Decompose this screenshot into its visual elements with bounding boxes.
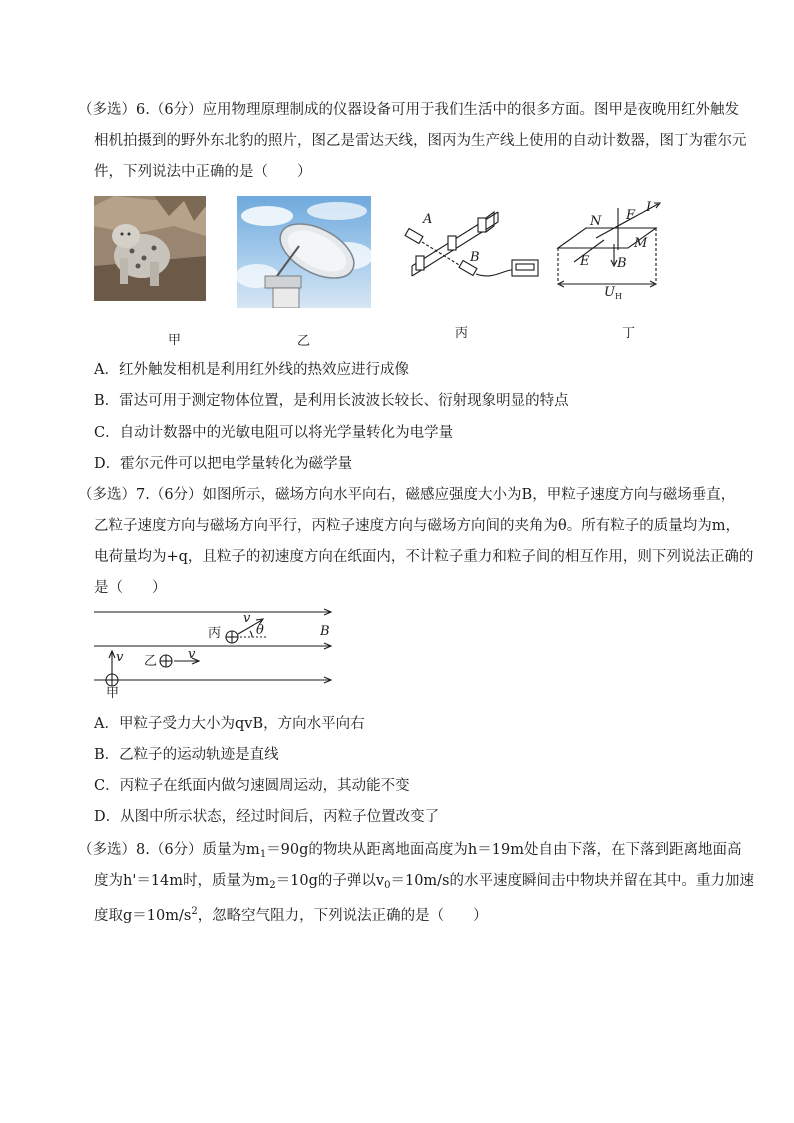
caption-ding: 丁 [622, 326, 636, 341]
q6-option-b: B．雷达可用于测定物体位置，是利用长波波长较长、衍射现象明显的特点 [94, 393, 569, 409]
q6-option-a: A．红外触发相机是利用红外线的热效应进行成像 [94, 362, 409, 378]
auto-counter-diagram [398, 200, 548, 294]
label-yi-particle: 乙 [144, 654, 158, 669]
magnetic-field-diagram [90, 604, 340, 706]
label-b-field: B [617, 256, 627, 271]
q7-stem-line-3: 电荷量均为+q，且粒子的初速度方向在纸面内，不计粒子重力和粒子间的相互作用，则下列说法正确的 [94, 549, 754, 565]
label-v-jia: v [116, 650, 124, 665]
label-bing-particle: 丙 [208, 626, 222, 641]
q8-stem-line-1: （多选）8.（6分）质量为$m_1=90g$的物块从距离地面高度为h＝19m处自由下落，在下落到距离地面高 [78, 842, 742, 860]
label-f: F [626, 208, 636, 223]
q6-stem-line-3: 件，下列说法中正确的是（ ） [94, 164, 312, 180]
label-u-h: $U_H$ [604, 285, 622, 301]
label-n: N [590, 214, 602, 229]
label-theta: θ [256, 623, 264, 638]
caption-bing: 丙 [455, 326, 469, 341]
caption-jia: 甲 [168, 333, 182, 348]
q6-option-c: C．自动计数器中的光敏电阻可以将光学量转化为电学量 [94, 425, 454, 441]
radar-antenna-photo [237, 196, 371, 308]
label-b: B [470, 250, 480, 265]
q6-stem-line-1: （多选）6.（6分）应用物理原理制成的仪器设备可用于我们生活中的很多方面。图甲是夜晚用红外触发 [78, 102, 740, 118]
label-v-yi: v [188, 647, 196, 662]
q7-option-a: A．甲粒子受力大小为qvB，方向水平向右 [94, 716, 365, 732]
q7-stem-line-4: 是（ ） [94, 580, 167, 596]
q7-stem-line-2: 乙粒子速度方向与磁场方向平行，丙粒子速度方向与磁场方向间的夹角为θ。所有粒子的质量均为m， [94, 518, 740, 534]
q8-stem-line-3: 度取$g=10m/s^2$，忽略空气阻力，下列说法正确的是（ ） [94, 906, 488, 924]
q8-stem-line-2: 度为h'＝14m时，质量为$m_2=10g$的子弹以$v_0=10m/s$的水平速度瞬间击中物块并留在其中。重力加速 [94, 873, 754, 891]
q6-stem-line-2: 相机拍摄到的野外东北豹的照片，图乙是雷达天线，图丙为生产线上使用的自动计数器，图丁为霍尔元 [94, 133, 747, 149]
label-i: I [646, 200, 652, 215]
q7-stem-line-1: （多选）7.（6分）如图所示，磁场方向水平向右，磁感应强度大小为B，甲粒子速度方向与磁场垂直， [78, 487, 736, 503]
q7-option-d: D．从图中所示状态，经过时间后，丙粒子位置改变了 [94, 809, 440, 825]
label-jia-particle: 甲 [106, 686, 120, 701]
hall-element-diagram [556, 198, 666, 312]
label-a: A [423, 212, 433, 227]
label-b-field: B [320, 624, 330, 639]
caption-yi: 乙 [297, 334, 311, 349]
label-v-bing: v [243, 611, 251, 626]
label-e: E [580, 254, 590, 269]
label-m: M [634, 236, 648, 251]
q7-option-c: C．丙粒子在纸面内做匀速圆周运动，其动能不变 [94, 778, 410, 794]
q7-option-b: B．乙粒子的运动轨迹是直线 [94, 747, 279, 763]
snow-leopard-photo [94, 196, 206, 301]
q6-option-d: D．霍尔元件可以把电学量转化为磁学量 [94, 456, 353, 472]
